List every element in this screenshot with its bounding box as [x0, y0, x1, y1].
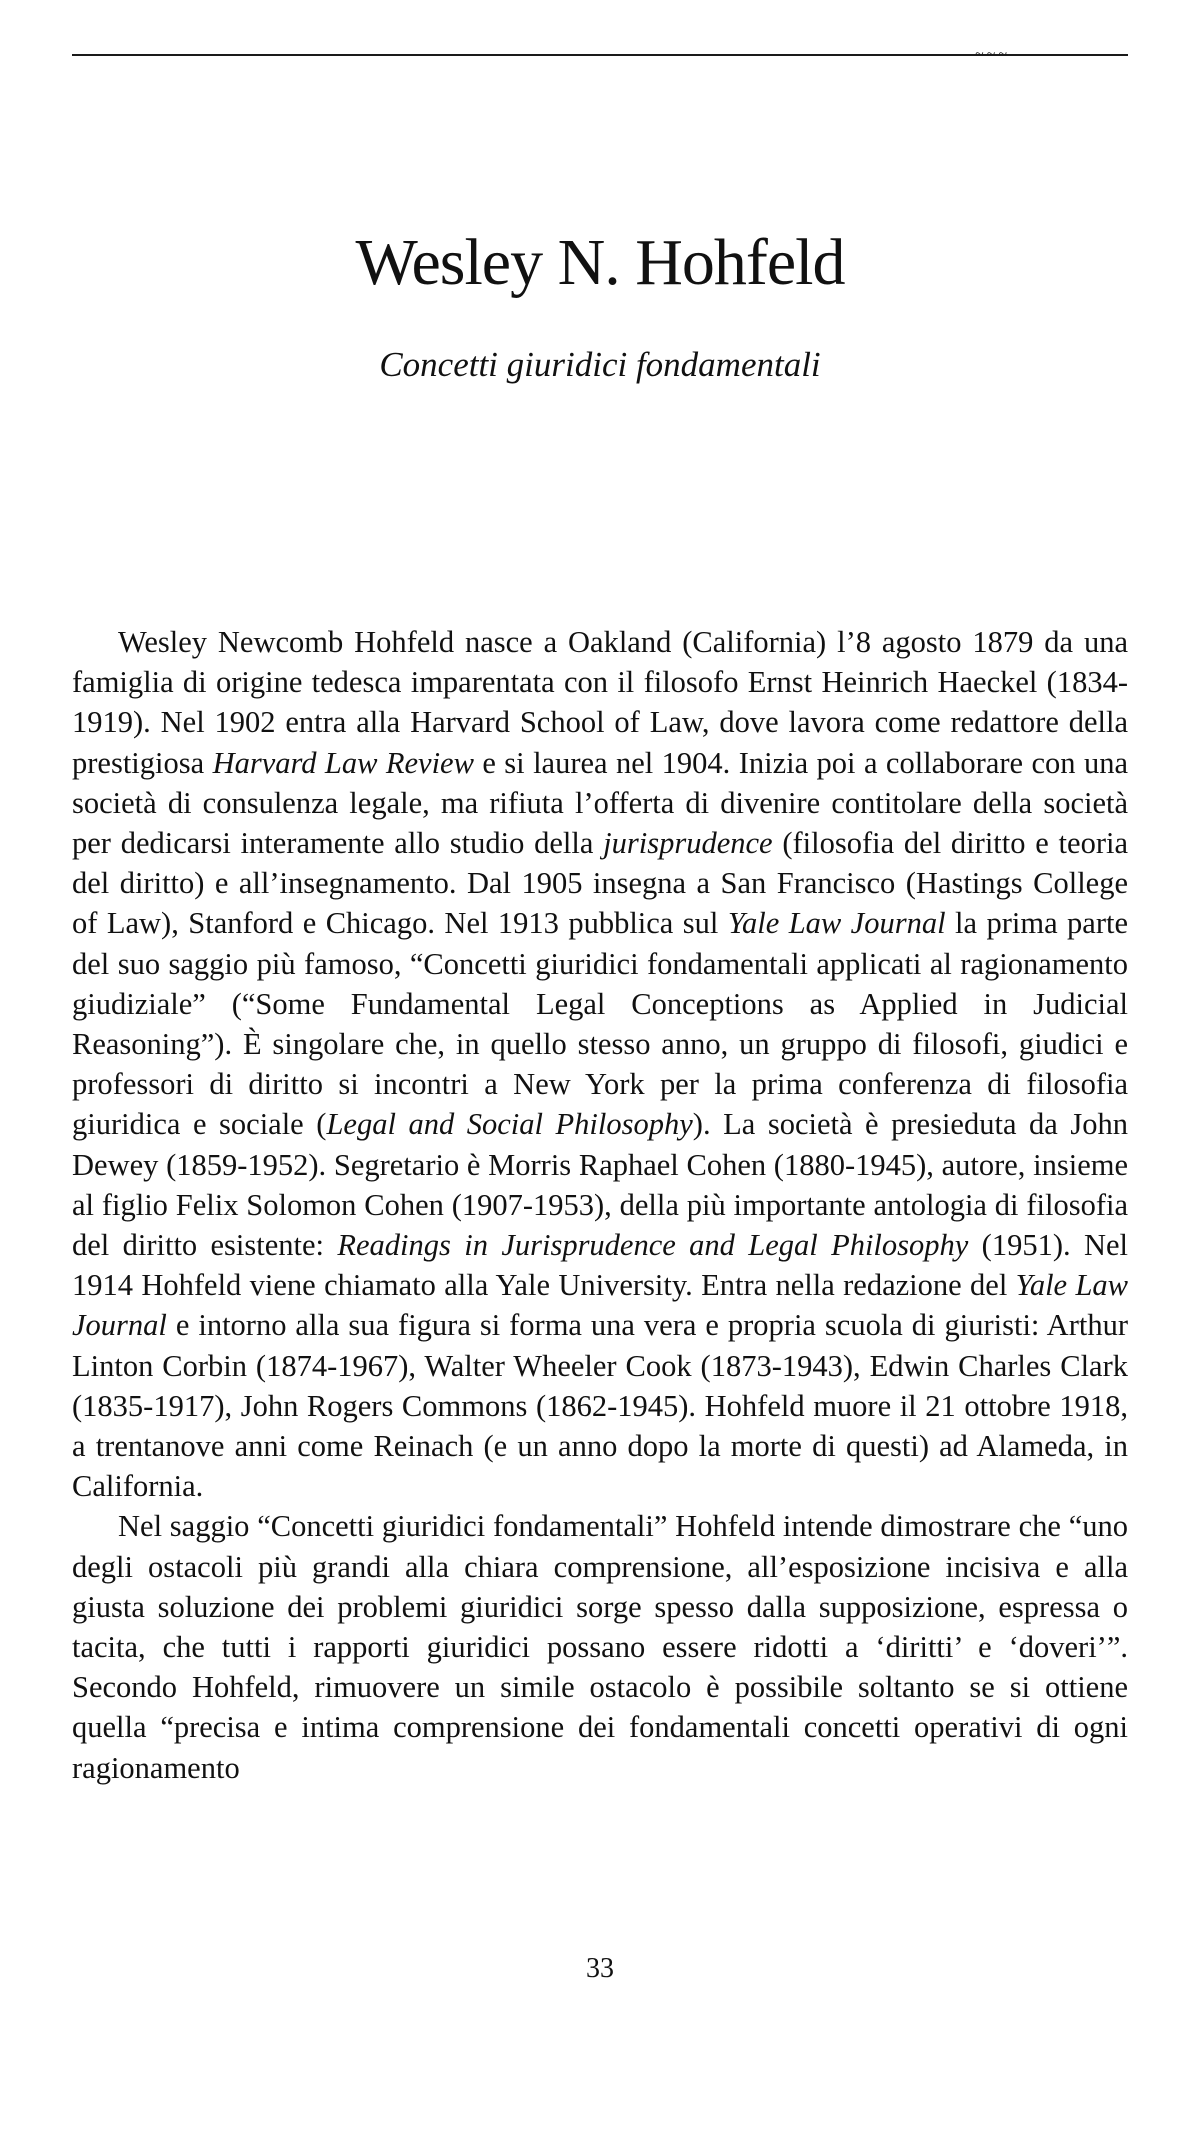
- text-segment: ). La società è presieduta da John Dewey (1859-1952). Segretario è Morris Raphael Cohen (1880-1945), autore, insieme al figlio Felix Solomon Cohen (1907-1953), della più importante antologia di filosofia del diritto esistente:: [72, 1107, 1128, 1263]
- text-segment-italic: jurisprudence: [603, 826, 773, 861]
- text-segment-italic: Yale Law Journal: [727, 906, 946, 941]
- paragraph-biography: [72, 622, 1128, 1506]
- text-segment-italic: Harvard Law Review: [212, 745, 474, 780]
- header-ornament: ~~~: [975, 46, 1010, 63]
- body-text: [72, 622, 1128, 1788]
- chapter-author-title: Wesley N. Hohfeld: [355, 226, 845, 299]
- top-rule: [72, 54, 1128, 56]
- text-segment: e intorno alla sua figura si forma una vera e propria scuola di giuristi: Arthur Linton Corbin (1874-1967), Walter Wheeler Cook (1873-1943), Edwin Charles Clark (1835-1917), John Rogers Commons (1862-1945). Hohfeld muore il 21 ottobre 1918, a trentanove anni come Reinach (e un anno dopo la morte di questi) ad Alameda, in California.: [72, 1308, 1128, 1504]
- text-segment: (filosofia del diritto e teoria del diritto) e all’insegnamento. Dal 1905 insegna a San Francisco (Hastings College of Law), Stanford e Chicago. Nel 1913 pubblica sul: [72, 826, 1128, 941]
- text-segment: la prima parte del suo saggio più famoso, “Concetti giuridici fondamentali applicati al ragionamento giudiziale” (“Some Fundamental Legal Conceptions as Applied in Judicial Reasoning”). È singolare che, in quello stesso anno, un gruppo di filosofi, giudici e professori di diritto si incontri a New York per la prima conferenza di filosofia giuridica e sociale (: [72, 906, 1128, 1142]
- paragraph-essay: [72, 1506, 1128, 1787]
- chapter-subtitle: Concetti giuridici fondamentali: [379, 345, 821, 384]
- text-segment: Wesley Newcomb Hohfeld nasce a Oakland (California) l’8 agosto 1879 da una famiglia di origine tedesca imparentata con il filosofo Ernst Heinrich Haeckel (1834-1919). Nel 1902 entra alla Harvard School of Law, dove lavora come redattore della prestigiosa: [72, 625, 1128, 780]
- text-segment-italic: Readings in Jurisprudence and Legal Philosophy: [337, 1228, 969, 1263]
- text-segment: (1951). Nel 1914 Hohfeld viene chiamato alla Yale University. Entra nella redazione del: [72, 1228, 1128, 1303]
- text-segment-italic: Legal and Social Philosophy: [326, 1107, 693, 1142]
- text-segment: e si laurea nel 1904. Inizia poi a collaborare con una società di consulenza legale, ma rifiuta l’offerta di divenire contitolare della società per dedicarsi interamente allo studio della: [72, 745, 1128, 861]
- page-number: 33: [586, 1953, 614, 1984]
- text-segment-italic: Yale Law Journal: [72, 1268, 1128, 1343]
- text-segment: Nel saggio “Concetti giuridici fondamentali” Hohfeld intende dimostrare che “uno degli ostacoli più grandi alla chiara comprensione, all’esposizione incisiva e alla giusta soluzione dei problemi giuridici sorge spesso dalla supposizione, espressa o tacita, che tutti i rapporti giuridici possano essere ridotti a ‘diritti’ e ‘doveri’”. Secondo Hohfeld, rimuovere un simile ostacolo è possibile soltanto se si ottiene quella “precisa e intima comprensione dei fondamentali concetti operativi di ogni ragionamento: [72, 1509, 1128, 1785]
